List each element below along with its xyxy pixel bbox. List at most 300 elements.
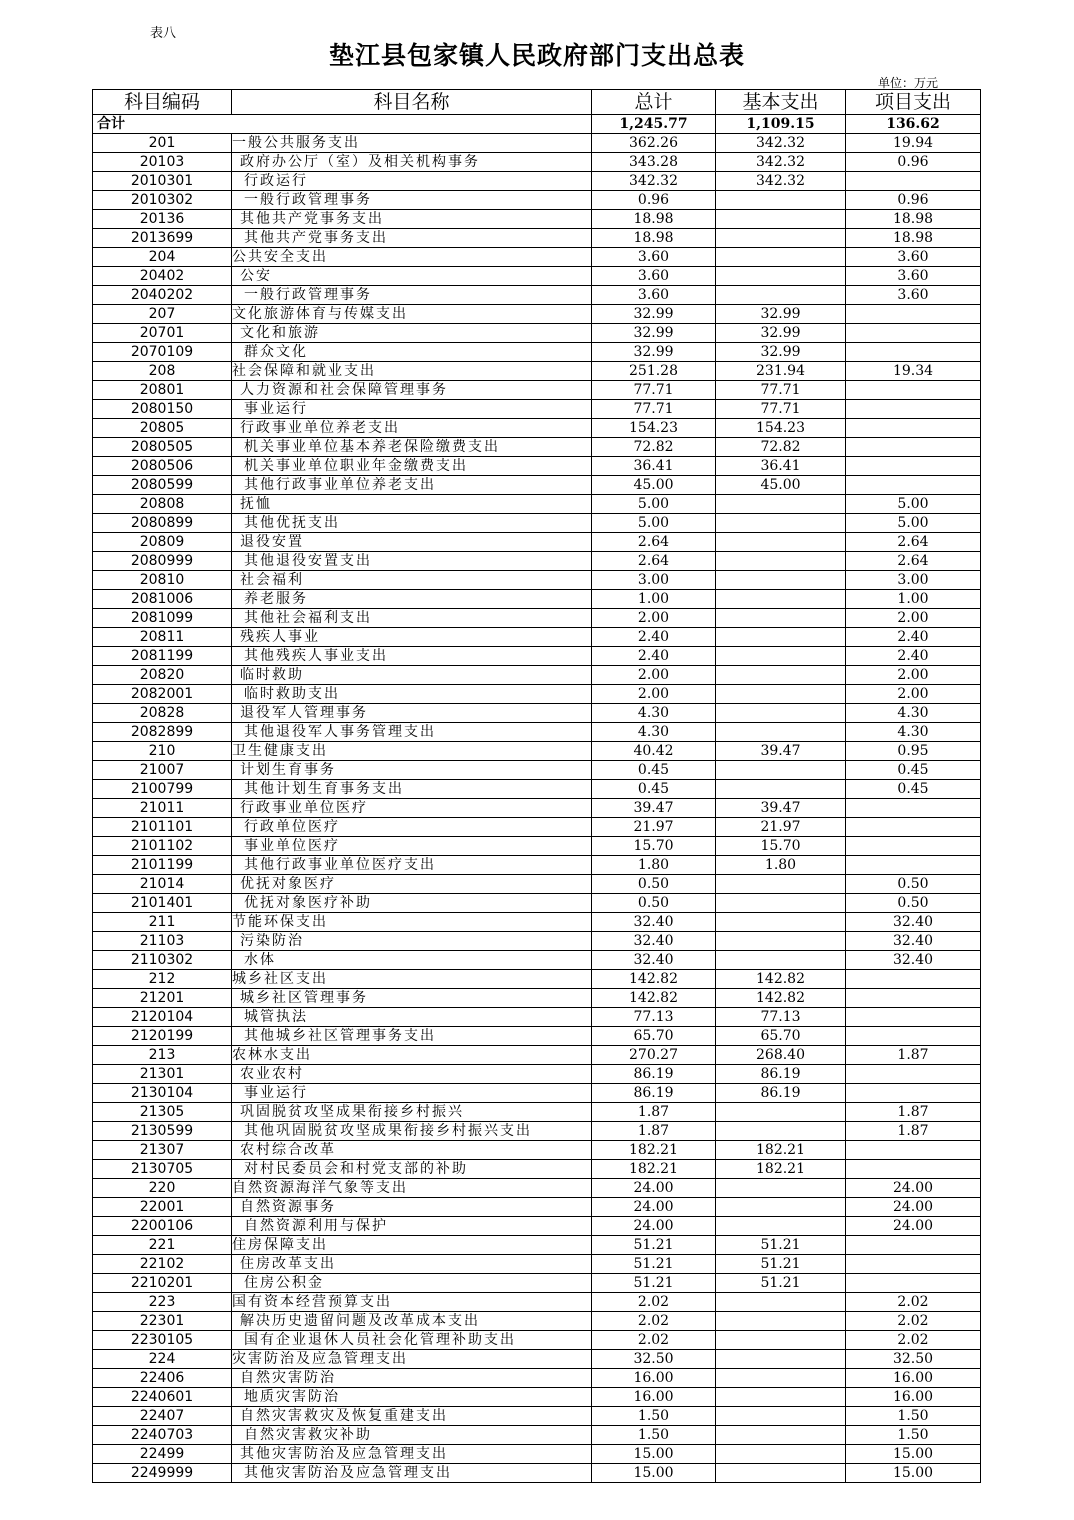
row-total: 0.50 [592, 875, 716, 894]
table-row [93, 894, 981, 913]
row-basic: 342.32 [716, 172, 846, 191]
row-project: 18.98 [846, 229, 981, 248]
row-project: 16.00 [846, 1369, 981, 1388]
row-total: 16.00 [592, 1369, 716, 1388]
table-row [93, 400, 981, 419]
row-total: 2.00 [592, 685, 716, 704]
row-total: 77.71 [592, 400, 716, 419]
row-basic [716, 1464, 846, 1483]
row-project [846, 476, 981, 495]
row-basic [716, 1445, 846, 1464]
row-name: 抚恤 [232, 495, 592, 514]
row-project [846, 837, 981, 856]
row-basic [716, 1426, 846, 1445]
row-total: 2.64 [592, 552, 716, 571]
row-code: 2080150 [93, 400, 232, 419]
table-row [93, 172, 981, 191]
row-basic [716, 685, 846, 704]
row-basic [716, 1350, 846, 1369]
row-name: 其他优抚支出 [232, 514, 592, 533]
table-row [93, 932, 981, 951]
table-row [93, 818, 981, 837]
row-basic [716, 951, 846, 970]
row-code: 20136 [93, 210, 232, 229]
row-project: 3.00 [846, 571, 981, 590]
table-row [93, 381, 981, 400]
row-name: 农村综合改革 [232, 1141, 592, 1160]
row-total: 32.99 [592, 324, 716, 343]
row-total: 32.99 [592, 343, 716, 362]
row-total: 24.00 [592, 1179, 716, 1198]
row-name: 事业单位医疗 [232, 837, 592, 856]
table-row [93, 1369, 981, 1388]
row-code: 20811 [93, 628, 232, 647]
row-code: 204 [93, 248, 232, 267]
row-code: 2101101 [93, 818, 232, 837]
table-row [93, 1103, 981, 1122]
row-project [846, 970, 981, 989]
table-row [93, 1426, 981, 1445]
row-code: 2110302 [93, 951, 232, 970]
col-header-project: 项目支出 [846, 90, 981, 115]
row-name: 事业运行 [232, 400, 592, 419]
row-project: 24.00 [846, 1198, 981, 1217]
row-name: 社会保障和就业支出 [232, 362, 592, 381]
row-name: 其他行政事业单位养老支出 [232, 476, 592, 495]
row-basic [716, 1407, 846, 1426]
row-basic: 51.21 [716, 1236, 846, 1255]
row-project [846, 1141, 981, 1160]
row-basic [716, 723, 846, 742]
row-code: 2010301 [93, 172, 232, 191]
row-code: 2210201 [93, 1274, 232, 1293]
row-basic: 21.97 [716, 818, 846, 837]
row-project [846, 1274, 981, 1293]
row-total: 1.80 [592, 856, 716, 875]
row-code: 20808 [93, 495, 232, 514]
row-name: 农业农村 [232, 1065, 592, 1084]
row-project: 2.64 [846, 552, 981, 571]
row-code: 210 [93, 742, 232, 761]
row-code: 20402 [93, 267, 232, 286]
row-project [846, 818, 981, 837]
row-name: 临时救助 [232, 666, 592, 685]
row-basic: 45.00 [716, 476, 846, 495]
row-project: 0.96 [846, 153, 981, 172]
row-code: 22301 [93, 1312, 232, 1331]
row-name: 住房改革支出 [232, 1255, 592, 1274]
row-project: 19.94 [846, 134, 981, 153]
row-code: 2040202 [93, 286, 232, 305]
row-basic: 231.94 [716, 362, 846, 381]
row-basic: 36.41 [716, 457, 846, 476]
row-name: 污染防治 [232, 932, 592, 951]
row-name: 计划生育事务 [232, 761, 592, 780]
row-project [846, 172, 981, 191]
row-project: 3.60 [846, 286, 981, 305]
row-total: 3.60 [592, 286, 716, 305]
row-total: 142.82 [592, 970, 716, 989]
row-code: 22102 [93, 1255, 232, 1274]
row-basic [716, 894, 846, 913]
row-basic [716, 932, 846, 951]
row-total: 1.87 [592, 1103, 716, 1122]
row-basic: 1.80 [716, 856, 846, 875]
row-basic [716, 267, 846, 286]
row-basic: 39.47 [716, 742, 846, 761]
table-row [93, 723, 981, 742]
row-code: 20701 [93, 324, 232, 343]
row-basic [716, 229, 846, 248]
row-total: 0.45 [592, 761, 716, 780]
row-name: 行政事业单位医疗 [232, 799, 592, 818]
table-row [93, 1331, 981, 1350]
row-project: 24.00 [846, 1217, 981, 1236]
table-row [93, 305, 981, 324]
table-row [93, 1464, 981, 1483]
row-project: 1.00 [846, 590, 981, 609]
row-name: 一般行政管理事务 [232, 191, 592, 210]
row-basic: 39.47 [716, 799, 846, 818]
table-row [93, 704, 981, 723]
row-total: 362.26 [592, 134, 716, 153]
row-total: 270.27 [592, 1046, 716, 1065]
table-row [93, 647, 981, 666]
row-name: 城乡社区管理事务 [232, 989, 592, 1008]
row-total: 40.42 [592, 742, 716, 761]
row-project [846, 324, 981, 343]
row-total: 39.47 [592, 799, 716, 818]
table-row [93, 837, 981, 856]
row-basic: 32.99 [716, 324, 846, 343]
row-name: 卫生健康支出 [232, 742, 592, 761]
row-name: 其他灾害防治及应急管理支出 [232, 1445, 592, 1464]
row-project: 2.64 [846, 533, 981, 552]
row-total: 86.19 [592, 1065, 716, 1084]
row-code: 2130104 [93, 1084, 232, 1103]
table-row [93, 761, 981, 780]
row-code: 21103 [93, 932, 232, 951]
row-name: 灾害防治及应急管理支出 [232, 1350, 592, 1369]
row-project [846, 438, 981, 457]
row-name: 自然资源海洋气象等支出 [232, 1179, 592, 1198]
table-row [93, 514, 981, 533]
row-project: 2.00 [846, 609, 981, 628]
row-code: 2081099 [93, 609, 232, 628]
table-row [93, 989, 981, 1008]
total-label: 合计 [93, 115, 592, 134]
row-code: 2249999 [93, 1464, 232, 1483]
table-row [93, 1255, 981, 1274]
table-header-row [93, 90, 981, 115]
row-name: 住房公积金 [232, 1274, 592, 1293]
row-name: 机关事业单位职业年金缴费支出 [232, 457, 592, 476]
row-total: 1.50 [592, 1407, 716, 1426]
total-sum: 1,245.77 [592, 115, 716, 134]
row-code: 22001 [93, 1198, 232, 1217]
row-project: 4.30 [846, 704, 981, 723]
row-name: 事业运行 [232, 1084, 592, 1103]
row-code: 208 [93, 362, 232, 381]
row-code: 2100799 [93, 780, 232, 799]
row-project [846, 989, 981, 1008]
row-total: 3.00 [592, 571, 716, 590]
row-name: 优抚对象医疗 [232, 875, 592, 894]
row-basic [716, 533, 846, 552]
table-row [93, 457, 981, 476]
row-code: 20809 [93, 533, 232, 552]
row-basic: 77.71 [716, 381, 846, 400]
row-total: 21.97 [592, 818, 716, 837]
row-total: 4.30 [592, 723, 716, 742]
col-header-name: 科目名称 [232, 90, 592, 115]
page-title: 垫江县包家镇人民政府部门支出总表 [328, 41, 745, 70]
row-basic [716, 913, 846, 932]
row-name: 国有资本经营预算支出 [232, 1293, 592, 1312]
row-project [846, 400, 981, 419]
row-basic [716, 761, 846, 780]
row-total: 18.98 [592, 229, 716, 248]
table-row [93, 609, 981, 628]
row-code: 21014 [93, 875, 232, 894]
table-row [93, 1236, 981, 1255]
total-basic: 1,109.15 [716, 115, 846, 134]
row-project: 0.95 [846, 742, 981, 761]
row-total: 1.87 [592, 1122, 716, 1141]
row-code: 2130705 [93, 1160, 232, 1179]
row-name: 地质灾害防治 [232, 1388, 592, 1407]
row-project: 1.87 [846, 1046, 981, 1065]
row-name: 政府办公厅（室）及相关机构事务 [232, 153, 592, 172]
row-total: 32.50 [592, 1350, 716, 1369]
row-project [846, 343, 981, 362]
row-total: 343.28 [592, 153, 716, 172]
row-total: 32.99 [592, 305, 716, 324]
table-row [93, 856, 981, 875]
row-name: 自然灾害救灾及恢复重建支出 [232, 1407, 592, 1426]
table-number-tag: 表八 [150, 26, 177, 41]
table-row [93, 1027, 981, 1046]
row-project: 18.98 [846, 210, 981, 229]
row-name: 公安 [232, 267, 592, 286]
table-row [93, 552, 981, 571]
row-project [846, 799, 981, 818]
row-code: 21007 [93, 761, 232, 780]
row-name: 其他灾害防治及应急管理支出 [232, 1464, 592, 1483]
row-project: 1.50 [846, 1426, 981, 1445]
table-row [93, 134, 981, 153]
row-basic [716, 1103, 846, 1122]
row-name: 其他共产党事务支出 [232, 229, 592, 248]
row-basic [716, 666, 846, 685]
row-total: 86.19 [592, 1084, 716, 1103]
row-project: 2.00 [846, 666, 981, 685]
row-name: 城乡社区支出 [232, 970, 592, 989]
row-total: 1.50 [592, 1426, 716, 1445]
row-total: 342.32 [592, 172, 716, 191]
row-code: 2010302 [93, 191, 232, 210]
table-row [93, 590, 981, 609]
row-code: 2081199 [93, 647, 232, 666]
row-code: 20820 [93, 666, 232, 685]
row-name: 其他残疾人事业支出 [232, 647, 592, 666]
table-row [93, 666, 981, 685]
row-name: 其他巩固脱贫攻坚成果衔接乡村振兴支出 [232, 1122, 592, 1141]
table-row [93, 495, 981, 514]
row-project: 2.02 [846, 1331, 981, 1350]
col-header-basic: 基本支出 [716, 90, 846, 115]
row-total: 142.82 [592, 989, 716, 1008]
row-code: 2080999 [93, 552, 232, 571]
table-row [93, 362, 981, 381]
row-project: 0.50 [846, 875, 981, 894]
table-row [93, 533, 981, 552]
row-project: 32.40 [846, 932, 981, 951]
table-row [93, 1407, 981, 1426]
table-row [93, 438, 981, 457]
row-basic [716, 1388, 846, 1407]
row-project [846, 1255, 981, 1274]
table-row [93, 1274, 981, 1293]
row-project [846, 1027, 981, 1046]
row-project: 0.96 [846, 191, 981, 210]
table-row [93, 571, 981, 590]
row-total: 16.00 [592, 1388, 716, 1407]
row-name: 城管执法 [232, 1008, 592, 1027]
row-project: 2.40 [846, 647, 981, 666]
row-name: 节能环保支出 [232, 913, 592, 932]
row-basic [716, 210, 846, 229]
row-basic: 77.13 [716, 1008, 846, 1027]
row-name: 行政单位医疗 [232, 818, 592, 837]
table-row [93, 476, 981, 495]
row-project: 15.00 [846, 1464, 981, 1483]
row-basic [716, 1198, 846, 1217]
row-basic [716, 647, 846, 666]
row-name: 退役军人管理事务 [232, 704, 592, 723]
row-total: 51.21 [592, 1236, 716, 1255]
table-row [93, 267, 981, 286]
row-total: 2.00 [592, 666, 716, 685]
total-project: 136.62 [846, 115, 981, 134]
row-basic [716, 704, 846, 723]
row-project: 32.40 [846, 951, 981, 970]
row-code: 21201 [93, 989, 232, 1008]
table-row [93, 1217, 981, 1236]
row-code: 2080506 [93, 457, 232, 476]
row-project: 32.40 [846, 913, 981, 932]
row-project: 0.50 [846, 894, 981, 913]
row-project: 1.50 [846, 1407, 981, 1426]
row-name: 住房保障支出 [232, 1236, 592, 1255]
row-code: 2013699 [93, 229, 232, 248]
table-row [93, 1008, 981, 1027]
table-row [93, 1388, 981, 1407]
row-name: 机关事业单位基本养老保险缴费支出 [232, 438, 592, 457]
row-basic [716, 1331, 846, 1350]
table-row [93, 343, 981, 362]
table-row [93, 685, 981, 704]
row-basic [716, 514, 846, 533]
table-row [93, 210, 981, 229]
table-row [93, 875, 981, 894]
row-basic [716, 628, 846, 647]
row-name: 自然资源利用与保护 [232, 1217, 592, 1236]
col-header-total: 总计 [592, 90, 716, 115]
row-total: 0.45 [592, 780, 716, 799]
table-row [93, 153, 981, 172]
row-project [846, 1236, 981, 1255]
row-name: 群众文化 [232, 343, 592, 362]
row-code: 2080899 [93, 514, 232, 533]
row-total: 1.00 [592, 590, 716, 609]
row-code: 22407 [93, 1407, 232, 1426]
row-project: 2.40 [846, 628, 981, 647]
row-name: 自然灾害救灾补助 [232, 1426, 592, 1445]
row-total: 2.40 [592, 647, 716, 666]
row-project [846, 381, 981, 400]
row-name: 其他共产党事务支出 [232, 210, 592, 229]
row-project: 5.00 [846, 514, 981, 533]
table-row [93, 1293, 981, 1312]
row-code: 220 [93, 1179, 232, 1198]
row-basic: 15.70 [716, 837, 846, 856]
row-project: 24.00 [846, 1179, 981, 1198]
row-name: 其他行政事业单位医疗支出 [232, 856, 592, 875]
table-row [93, 628, 981, 647]
row-basic: 342.32 [716, 153, 846, 172]
table-row [93, 1122, 981, 1141]
row-project [846, 419, 981, 438]
row-project: 2.02 [846, 1293, 981, 1312]
row-code: 2080505 [93, 438, 232, 457]
row-name: 行政事业单位养老支出 [232, 419, 592, 438]
row-basic [716, 495, 846, 514]
table-row [93, 1065, 981, 1084]
row-name: 一般行政管理事务 [232, 286, 592, 305]
row-basic: 182.21 [716, 1141, 846, 1160]
row-total: 3.60 [592, 267, 716, 286]
row-code: 21307 [93, 1141, 232, 1160]
row-code: 2120104 [93, 1008, 232, 1027]
row-total: 77.71 [592, 381, 716, 400]
row-total: 45.00 [592, 476, 716, 495]
table-row [93, 1445, 981, 1464]
row-total: 15.00 [592, 1464, 716, 1483]
row-basic: 142.82 [716, 970, 846, 989]
row-name: 自然资源事务 [232, 1198, 592, 1217]
row-total: 32.40 [592, 951, 716, 970]
row-project: 3.60 [846, 267, 981, 286]
row-basic: 72.82 [716, 438, 846, 457]
row-total: 2.64 [592, 533, 716, 552]
row-name: 自然灾害防治 [232, 1369, 592, 1388]
row-project: 15.00 [846, 1445, 981, 1464]
row-total: 182.21 [592, 1160, 716, 1179]
row-project [846, 856, 981, 875]
row-project [846, 305, 981, 324]
table-row [93, 1046, 981, 1065]
row-code: 2081006 [93, 590, 232, 609]
row-name: 残疾人事业 [232, 628, 592, 647]
row-name: 优抚对象医疗补助 [232, 894, 592, 913]
row-name: 水体 [232, 951, 592, 970]
table-row [93, 286, 981, 305]
table-row [93, 1084, 981, 1103]
row-basic [716, 1217, 846, 1236]
row-code: 20828 [93, 704, 232, 723]
row-total: 2.40 [592, 628, 716, 647]
